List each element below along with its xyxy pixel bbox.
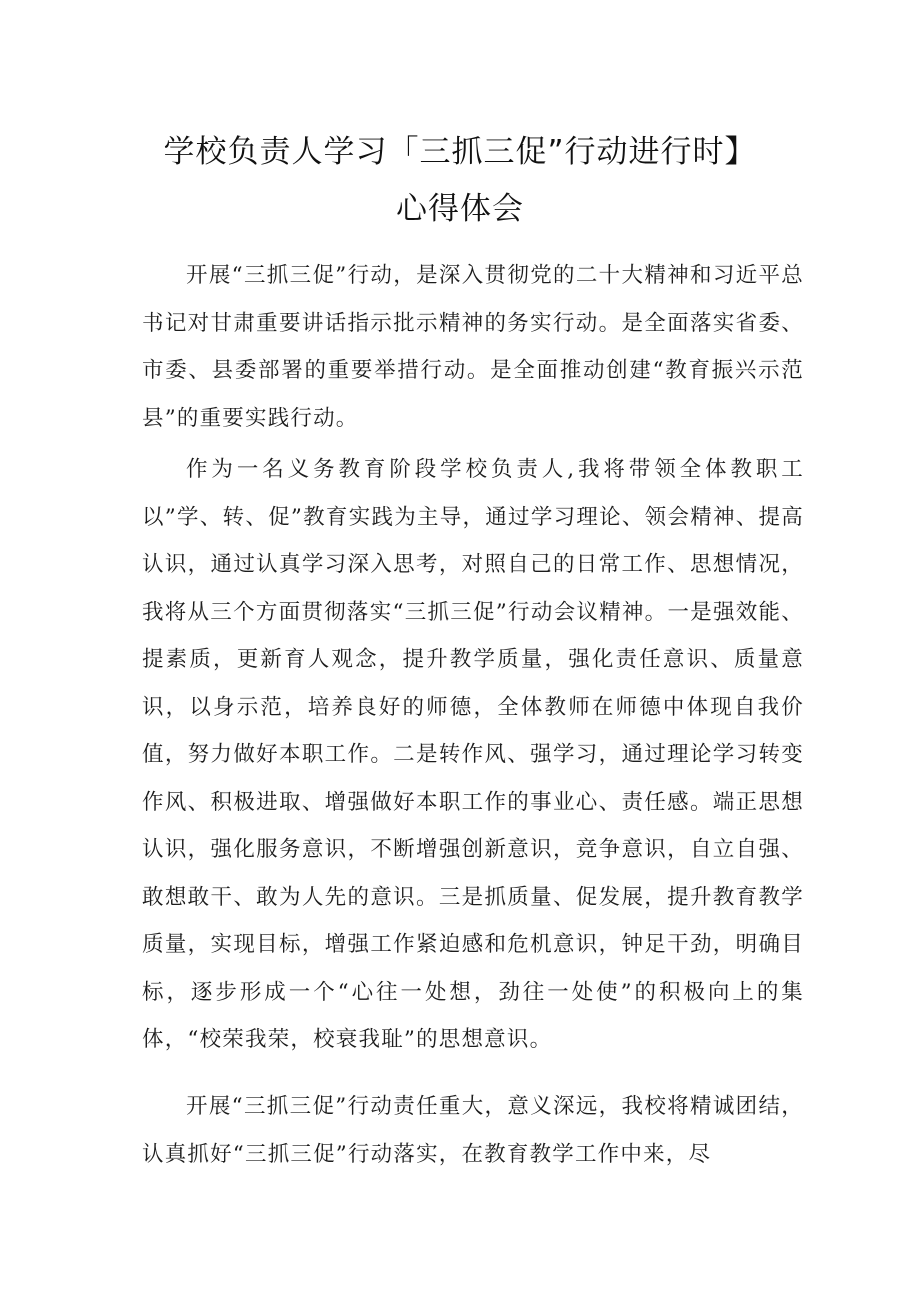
body-paragraph-2: 作为一名义务教育阶段学校负责人,我将带领全体教职工以”学、转、促”教育实践为主导，通过学习理论、领会精神、提高认识，通过认真学习深入思考，对照自己的日常工作、思想情况，我将从三个方面贯彻落实“三抓三促”行动会议精神。一是强效能、提素质，更新育人观念，提升教学质量，强化责任意识、质量意识，以身示范，培养良好的师德，全体教师在师德中体现自我价值，努力做好本职工作。二是转作风、强学习，通过理论学习转变作风、积极进取、增强做好本职工作的事业心、责任感。端正思想认识，强化服务意识，不断增强创新意识，竞争意识，自立自强、敢想敢干、敢为人先的意识。三是抓质量、促发展，提升教育教学质量，实现目标，增强工作紧迫感和危机意识，钟足干劲，明确目标，逐步形成一个“心往一处想，劲往一处使”的积极向上的集体，“校荣我荣，校衰我耻”的思想意识。 [142,457,804,1052]
document-title-line-1: 学校负责人学习「三抓三促”行动进行时】 [163,134,757,170]
document-title-line-2: 心得体会 [396,191,524,227]
body-paragraph-1: 开展“三抓三促”行动，是深入贯彻党的二十大精神和习近平总书记对甘肃重要讲话指示批示精神的务实行动。是全面落实省委、市委、县委部署的重要举措行动。是全面推动创建“教育振兴示范县”的重要实践行动。 [142,263,804,431]
body-paragraph-3: 开展“三抓三促”行动责任重大，意义深远，我校将精诚团结，认真抓好“三抓三促”行动落实，在教育教学工作中来，尽 [142,1094,804,1167]
